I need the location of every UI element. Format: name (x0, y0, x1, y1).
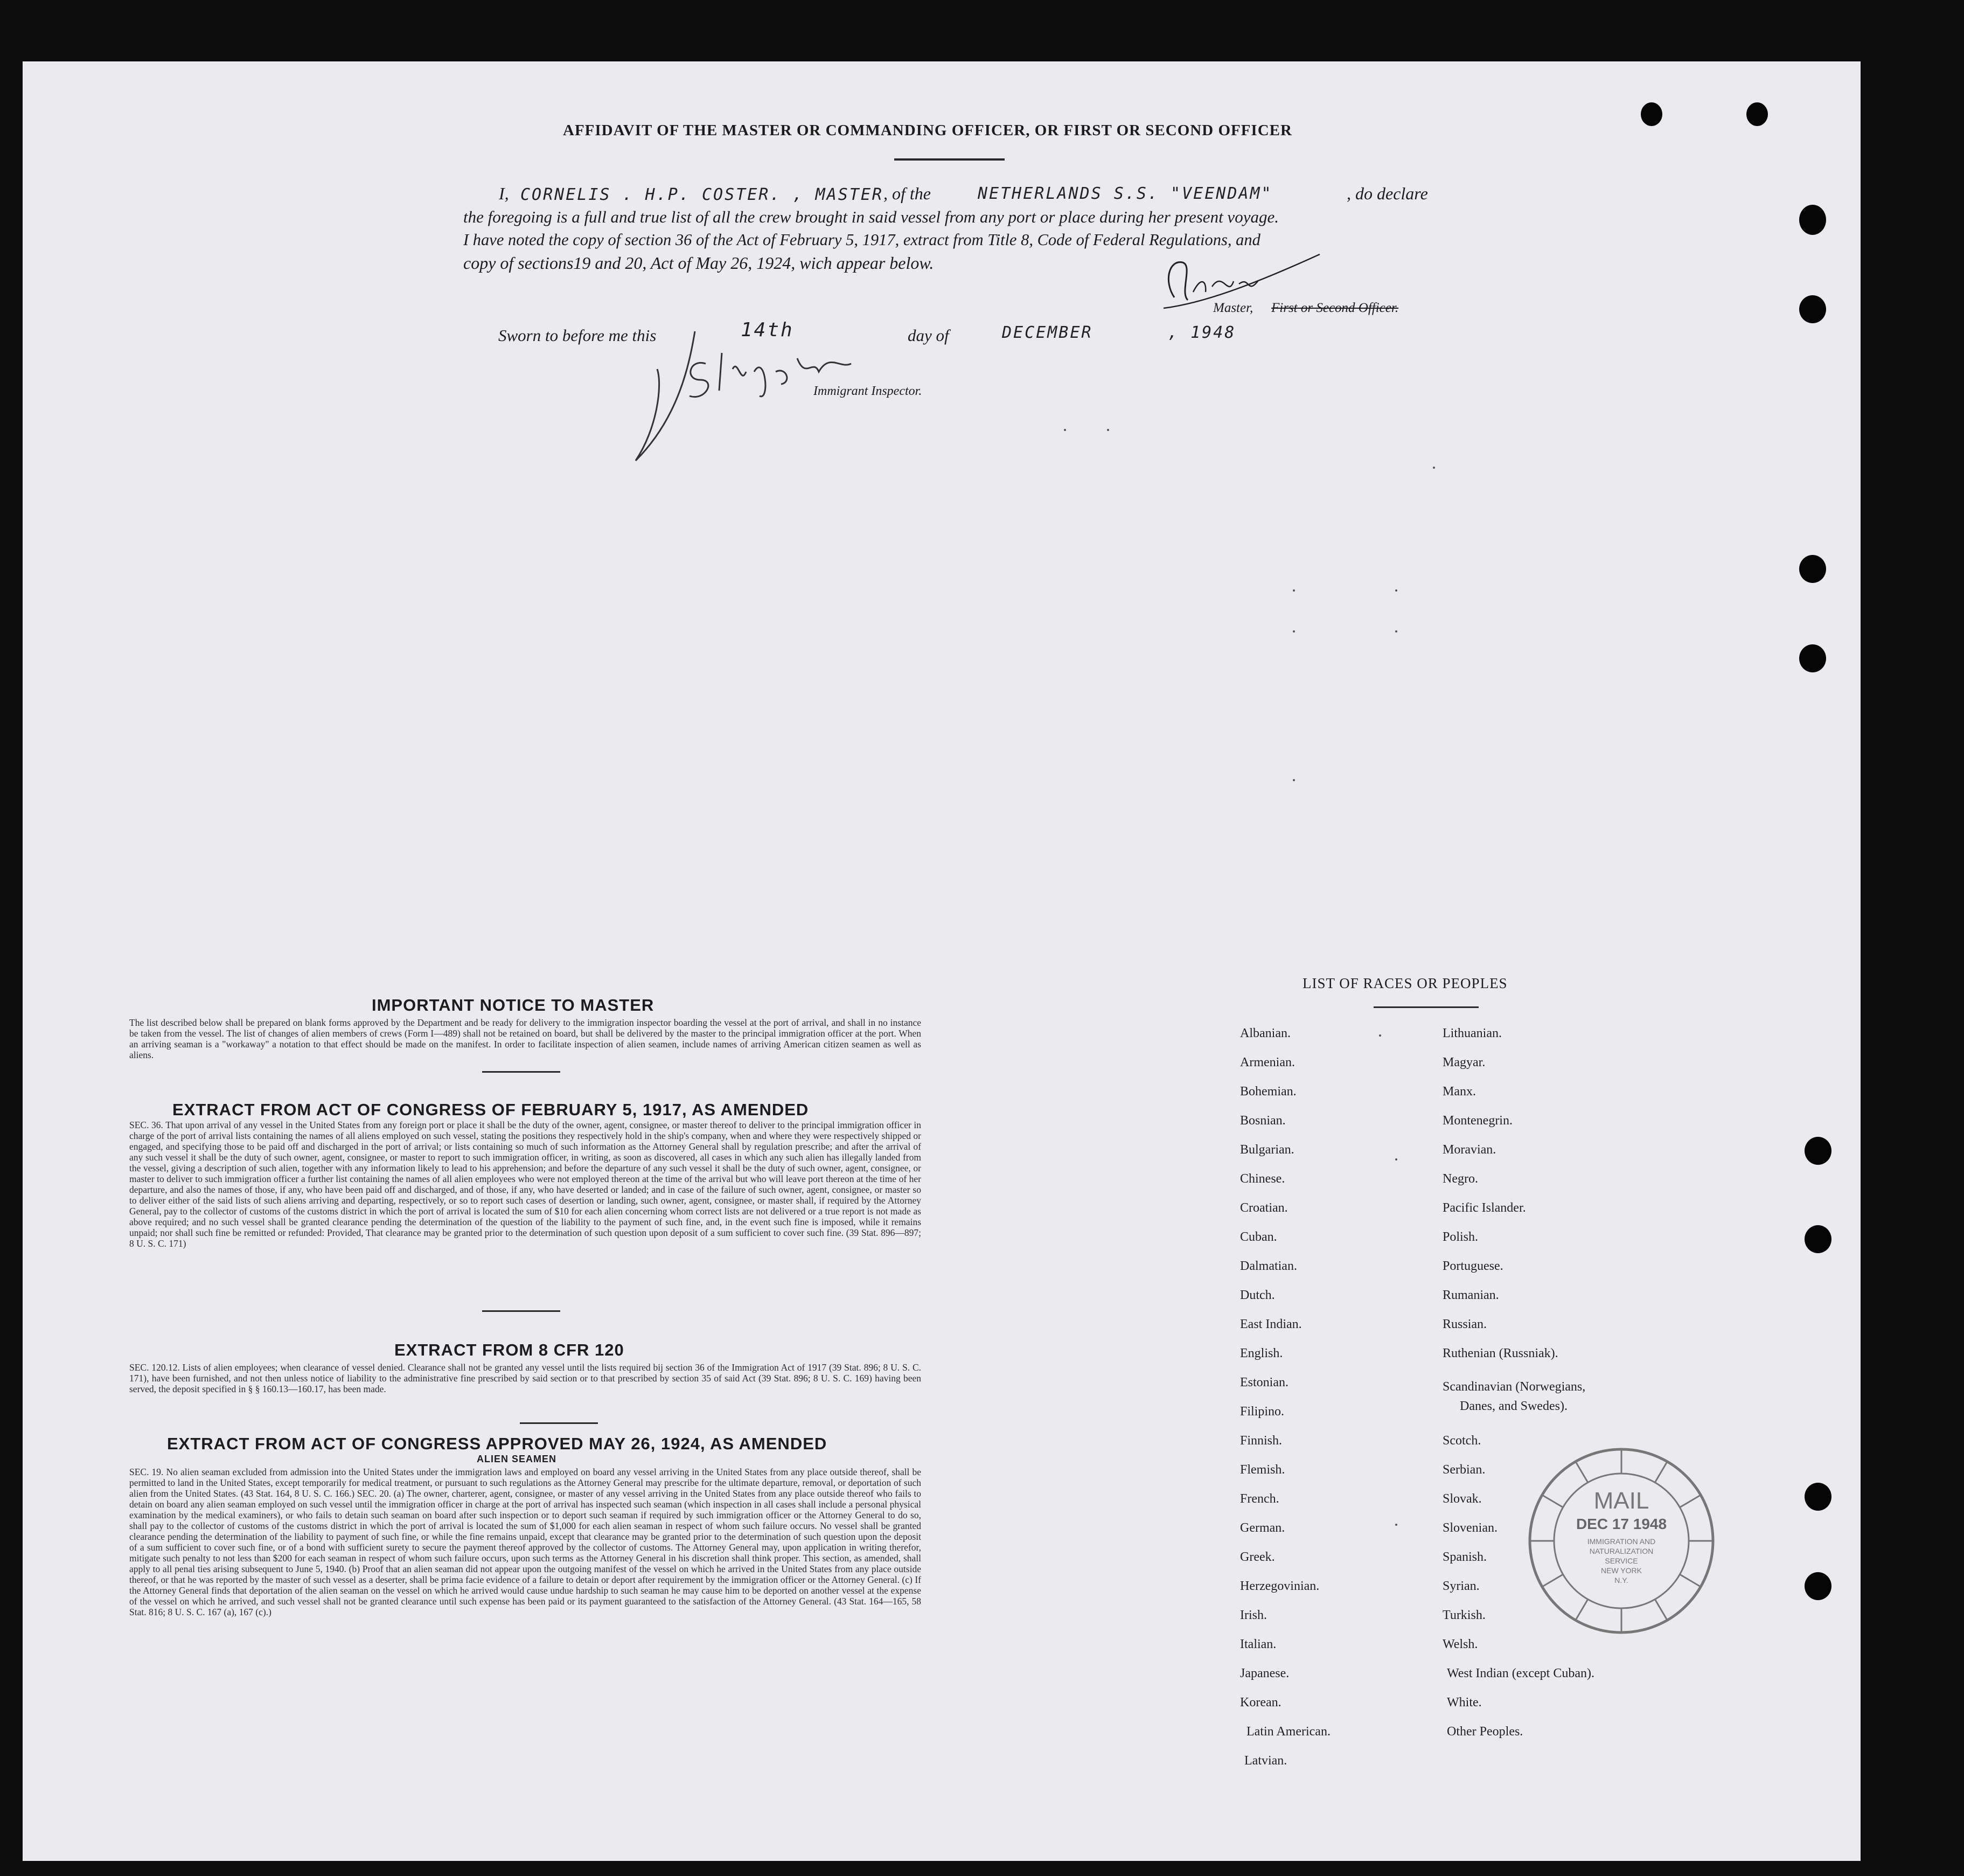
race-left-item: French. (1240, 1492, 1279, 1506)
race-left-item: Japanese. (1240, 1666, 1290, 1680)
race-left-item: East Indian. (1240, 1317, 1302, 1331)
speck (1064, 429, 1066, 431)
master-name: CORNELIS . H.P. COSTER. , MASTER (520, 185, 883, 204)
race-right-item: Danes, and Swedes). (1460, 1399, 1568, 1413)
stamp-line-2: NATURALIZATION (1589, 1547, 1654, 1555)
punch-hole (1641, 102, 1662, 126)
speck (1293, 589, 1295, 592)
declare-label: , do declare (1347, 184, 1428, 203)
race-left-item: Dalmatian. (1240, 1259, 1297, 1273)
race-left-item: Estonian. (1240, 1375, 1289, 1389)
act1917-text: SEC. 36. That upon arrival of any vessel in the United States from any foreign port or place it shall be the duty of the owner, agent, consignee, or master thereof to deliver to the principal immigration officer in charge of the port of arrival lists containing the names of all aliens employed on such vessel, stating the positions they respectively hold in the ship's company, when and where they were respectively shipped or engaged, and specifying those to be paid off and discharged in the port of arrival; or lists containing so much of such information as the Attorney General shall by regulation prescribe; and after the arrival of any such vessel it shall be the duty of such owner, agent, consignee, or master to report to such immigration officer, in writing, as soon as discovered, all cases in which any such alien has illegally landed from the vessel, giving a description of such alien, together with any information likely to lead to his apprehension; and before the departure of any such vessel it shall be the duty of such owner, agent, consignee, or master to deliver to such immigration officer a further list containing the names of all alien employees who were not employed thereon at the time of the arrival but who will leave port thereon at the time of her departure, and also the names of those, if any, who have been paid off and discharged, and of those, if any, who have deserted or landed; and in case of the failure of such owner, agent, consignee, or master so to deliver either of the said lists of such aliens arriving and departing, respectively, or so to report such cases of desertion or landing, such owner, agent, consignee, or master shall, if required by the Attorney General, pay to the collector of customs of the customs district in which the port of arrival is located the sum of $10 for each alien concerning whom correct lists are not delivered or a true report is not made as above required; and no such vessel shall be granted clearance pending the determination of the question of the liability to the payment of such fine, and, in the event such fine is imposed, while it remains unpaid; nor shall such fine be remitted or refunded: Provided, That clearance may be granted prior to the determination of such question upon deposit of a sum sufficient to cover such fine. (39 Stat. 896—897; 8 U. S. C. 171) (129, 1120, 921, 1249)
race-left-item: Herzegovinian. (1240, 1579, 1320, 1593)
stamp-line-3: SERVICE (1605, 1557, 1638, 1565)
act1924-title: EXTRACT FROM ACT OF CONGRESS APPROVED MAY 26, 1924, AS AMENDED (167, 1434, 827, 1453)
race-left-item: Croatian. (1240, 1201, 1288, 1215)
punch-hole (1805, 1572, 1831, 1600)
race-left-item: German. (1240, 1521, 1285, 1535)
title-divider (894, 158, 1005, 161)
punch-hole (1746, 102, 1768, 126)
race-right-item: Spanish. (1443, 1550, 1487, 1564)
race-left-item: Irish. (1240, 1608, 1267, 1622)
punch-hole (1799, 644, 1826, 672)
speck (1395, 589, 1397, 592)
punch-hole (1799, 205, 1826, 235)
race-right-item: Rumanian. (1443, 1288, 1499, 1302)
inspector-label: Immigrant Inspector. (813, 384, 922, 398)
race-right-item: White. (1447, 1696, 1482, 1710)
stamp-line-1: IMMIGRATION AND (1587, 1537, 1656, 1546)
race-right-item: Other Peoples. (1447, 1725, 1523, 1739)
race-left-item: Korean. (1240, 1696, 1282, 1710)
stamp-line-5: N.Y. (1614, 1576, 1628, 1585)
race-right-item: Negro. (1443, 1172, 1478, 1186)
speck (1395, 630, 1397, 633)
stamp-word: MAIL (1593, 1488, 1649, 1514)
speck (1395, 1524, 1397, 1526)
race-right-item: Manx. (1443, 1085, 1476, 1099)
race-right-item: Russian. (1443, 1317, 1487, 1331)
cfr-text: SEC. 120.12. Lists of alien employees; when clearance of vessel denied. Clearance shall not be granted any vessel until the lists required bij section 36 of the Immigration Act of 1917 (39 Stat. 896; 8 U. S. C. 171), have been furnished, and not then unless notice of liability to the administrative fine prescribed by said section or to that prescribed by section 35 of said Act (39 Stat. 896; 8 U. S. C. 169) having been served, the deposit specified in § § 160.13—160.17, has been made. (129, 1362, 921, 1394)
race-right-item: Scandinavian (Norwegians, (1443, 1380, 1586, 1394)
race-right-item: Slovak. (1443, 1492, 1482, 1506)
race-left-item: Greek. (1240, 1550, 1275, 1564)
struck-officer-label: First or Second Officer. (1271, 301, 1399, 315)
mail-stamp (1524, 1444, 1718, 1638)
race-left-item: Italian. (1240, 1637, 1277, 1651)
race-left-item: Cuban. (1240, 1230, 1277, 1244)
punch-hole (1805, 1137, 1831, 1165)
sworn-month: DECEMBER (1002, 323, 1093, 342)
race-left-item: Armenian. (1240, 1055, 1295, 1069)
race-left-item: Finnish. (1240, 1434, 1283, 1448)
race-right-item: Serbian. (1443, 1463, 1486, 1477)
act1924-text: SEC. 19. No alien seaman excluded from admission into the United States under the immigration laws and employed on board any vessel arriving in the United States from any place outside thereof, shall be permitted to land in the United States, except temporarily for medical treatment, or pursuant to such regulations as the Attorney General may prescribe for the ultimate departure, removal, or deportation of such alien from the United States. (43 Stat. 164, 8 U. S. C. 166.) SEC. 20. (a) The owner, charterer, agent, consignee, or master of any vessel arriving in the United States from any place outside thereof who fails to detain on board any alien seaman employed on such vessel until the immigration officer in charge at the port of arrival has inspected such seaman (which inspection in all cases shall include a personal physical examination by the medical examiners), or who fails to detain such seaman on board after such inspection or to deport such seaman if required by such immigration officer or the Attorney General to do so, shall pay to the collector of customs of the customs district in which the port of arrival is located the sum of $1,000 for each alien seaman in respect of whom such failure occurs. No vessel shall be granted clearance pending the determination of the liability to payment of such fine, or while the fine remains unpaid, except that clearance may be granted prior to the determination of such question upon the deposit of a sum sufficient to cover such fine, or of a bond with sufficient surety to secure the payment thereof approved by the collector of customs. The Attorney General may, upon application in writing therefor, mitigate such penalty to not less than $200 for each seaman in respect of whom such failure occurs, upon such terms as the Attorney General in his discretion shall think proper. This section, as amended, shall apply to all penal ties arising subsequent to June 5, 1940. (b) Proof that an alien seaman did not appear upon the outgoing manifest of the vessel on which he arrived in the United States from any place outside thereof, or that he was reported by the master of such vessel as a deserter, shall be prima facie evidence of a failure to detain or deport after requirement by the immigration officer or the Attorney General. (c) If the Attorney General finds that deportation of the alien seaman on the vessel on which he arrived would cause undue hardship to such seaman he may cause him to be deported on another vessel at the expense of the vessel on which he arrived, and such vessel shall not be granted clearance until such expense has been paid or its payment guaranteed to the satisfaction of the Attorney General. (43 Stat. 164—165, 58 Stat. 816; 8 U. S. C. 167 (a), 167 (c).) (129, 1467, 921, 1617)
vessel-name: NETHERLANDS S.S. "VEENDAM" (978, 184, 1273, 203)
race-right-item: Syrian. (1443, 1579, 1480, 1593)
of-the-label: , of the (883, 184, 931, 203)
races-title: LIST OF RACES OR PEOPLES (1303, 975, 1508, 991)
punch-hole (1805, 1483, 1831, 1511)
race-right-item: Slovenian. (1443, 1521, 1498, 1535)
act1924-subtitle: ALIEN SEAMEN (477, 1454, 557, 1464)
master-label: Master, (1213, 301, 1253, 315)
race-right-item: Montenegrin. (1443, 1114, 1513, 1128)
race-right-item: Scotch. (1443, 1434, 1481, 1448)
master-signature-text: Coster (1196, 292, 1198, 293)
punch-hole (1799, 555, 1826, 583)
race-right-item: Portuguese. (1443, 1259, 1503, 1273)
stamp-date: DEC 17 1948 (1576, 1516, 1667, 1532)
race-right-item: Turkish. (1443, 1608, 1486, 1622)
race-right-item: Magyar. (1443, 1055, 1486, 1069)
race-left-item: Latvian. (1244, 1754, 1287, 1768)
cfr-title: EXTRACT FROM 8 CFR 120 (394, 1340, 624, 1359)
speck (1433, 467, 1435, 469)
stamp-line-4: NEW YORK (1601, 1566, 1642, 1575)
race-left-item: Flemish. (1240, 1463, 1285, 1477)
sworn-label: Sworn to before me this (498, 326, 657, 345)
affidavit-title: AFFIDAVIT OF THE MASTER OR COMMANDING OFFICER, OR FIRST OR SECOND OFFICER (563, 122, 1292, 139)
race-left-item: Bulgarian. (1240, 1143, 1294, 1157)
race-left-item: Dutch. (1240, 1288, 1275, 1302)
race-right-item: West Indian (except Cuban). (1447, 1666, 1594, 1680)
speck (1293, 779, 1295, 781)
inspector-signature-text: J Singer (733, 374, 735, 375)
speck (1293, 630, 1295, 633)
race-left-item: Filipino. (1240, 1405, 1285, 1419)
race-left-item: Chinese. (1240, 1172, 1285, 1186)
day-of-label: day of (908, 326, 949, 345)
act1917-divider (482, 1310, 560, 1312)
declaration-line-3: I have noted the copy of section 36 of the Act of February 5, 1917, extract from Title 8, Code of Federal Regulations, and (463, 231, 1260, 249)
race-left-item: Bohemian. (1240, 1085, 1297, 1099)
i-label: I, (499, 184, 509, 203)
notice-divider (482, 1071, 560, 1073)
race-right-item: Welsh. (1443, 1637, 1478, 1651)
race-left-item: Latin American. (1246, 1725, 1331, 1739)
sworn-year: , 1948 (1168, 323, 1236, 342)
notice-text: The list described below shall be prepared on blank forms approved by the Department and be ready for delivery to the immigration inspector boarding the vessel at the port of arrival, and shall in no instance be taken from the vessel. The list of changes of alien members of crews (Form I—489) shall not be retained on board, but shall be delivered by the master to the principal immigration officer at the port. When an arriving seaman is a "workaway" a notation to that effect should be made on the manifest. In order to facilitate inspection of alien seamen, include names of arriving American citizen seamen as well as aliens. (129, 1017, 921, 1060)
race-left-item: Albanian. (1240, 1026, 1291, 1040)
speck (1379, 1034, 1381, 1037)
race-right-item: Pacific Islander. (1443, 1201, 1526, 1215)
race-left-item: English. (1240, 1346, 1283, 1360)
punch-hole (1805, 1225, 1831, 1253)
notice-title: IMPORTANT NOTICE TO MASTER (372, 996, 654, 1015)
speck (1395, 1158, 1397, 1161)
declaration-line-1 (463, 182, 1444, 205)
punch-hole (1799, 295, 1826, 323)
cfr-divider (520, 1422, 598, 1424)
race-right-item: Moravian. (1443, 1143, 1496, 1157)
sworn-day: 14th (741, 319, 794, 341)
act1917-title: EXTRACT FROM ACT OF CONGRESS OF FEBRUARY 5, 1917, AS AMENDED (172, 1100, 809, 1119)
race-left-item: Bosnian. (1240, 1114, 1286, 1128)
races-divider (1374, 1006, 1479, 1008)
race-right-item: Ruthenian (Russniak). (1443, 1346, 1558, 1360)
declaration-line-2: the foregoing is a full and true list of all the crew brought in said vessel from any port or place during her present voyage. (463, 207, 1279, 226)
race-right-item: Polish. (1443, 1230, 1479, 1244)
race-right-item: Lithuanian. (1443, 1026, 1502, 1040)
declaration-line-4: copy of sections19 and 20, Act of May 26, 1924, wich appear below. (463, 253, 934, 273)
speck (1107, 429, 1109, 431)
